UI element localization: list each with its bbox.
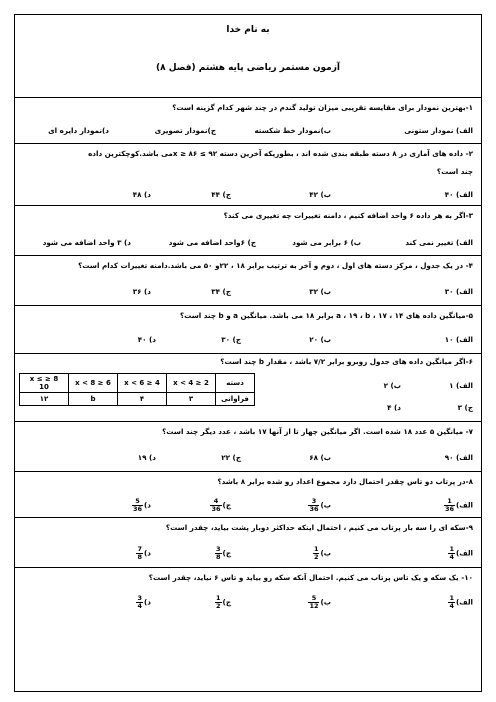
fraction: $\frac{7}{8}$ xyxy=(137,545,143,561)
q3-option-a: الف) تغییر نمی کند xyxy=(405,238,473,247)
table-cell: ۳ xyxy=(167,393,216,406)
q9-option-c: ج) $\frac{3}{8}$ xyxy=(216,545,231,561)
table-cell: 2 ≤ x < 4 xyxy=(167,374,216,393)
q10-option-b: ب) $\frac{5}{12}$ xyxy=(309,594,331,610)
q10-option-d: د) $\frac{3}{4}$ xyxy=(137,594,151,610)
divider xyxy=(15,517,481,518)
fraction: $\frac{5}{12}$ xyxy=(309,594,319,610)
q6-option-d: د) ۴ xyxy=(387,403,401,412)
table-row xyxy=(20,374,255,393)
fraction: $\frac{5}{36}$ xyxy=(132,497,143,513)
divider xyxy=(15,305,481,306)
question-2-cont: چند است؟ xyxy=(436,167,473,176)
q6-option-c: ج) ۳ xyxy=(457,403,473,412)
question-6: ۶-اگر میانگین داده های جدول روبرو برابر ۷/۲ باشد ، مقدار b چند است؟ xyxy=(220,357,473,366)
table-row xyxy=(20,393,255,406)
q1-option-a: الف) نمودار ستونی xyxy=(404,126,473,135)
q1-option-b: ب)نمودار خط شکسته xyxy=(254,126,331,135)
question-9: ۹-سکه ای را سه بار پرتاب می کنیم ، احتمال اینکه حداکثر دوبار پشت بیاید، چقدر است؟ xyxy=(165,523,473,532)
fraction: $\frac{1}{4}$ xyxy=(449,545,454,561)
q9-option-d: د) $\frac{7}{8}$ xyxy=(137,545,151,561)
question-8: ۸-در پرتاب دو تاس چقدر احتمال دارد مجموع اعداد رو شده برابر ۸ باشد؟ xyxy=(217,477,473,486)
divider xyxy=(15,143,481,144)
q3-option-d: د) ۳ واحد اضافه می شود xyxy=(42,238,131,247)
q10-option-a: الف) $\frac{1}{4}$ xyxy=(449,594,473,610)
divider xyxy=(15,471,481,472)
q8-option-c: ج) $\frac{4}{36}$ xyxy=(211,497,231,513)
fraction: $\frac{1}{2}$ xyxy=(313,545,319,561)
exam-title: آزمون مستمر ریاضی پایه هشتم (فصل ۸) xyxy=(156,63,340,73)
q4-option-c: ج) ۳۴ xyxy=(211,287,231,296)
question-2: ۲- داده های آماری در ۸ دسته طبقه بندی شده اند ، بطوریکه آخرین دسته ۹۲ ≥ x ≥ ۸۶می باشد.کوچکترین داده xyxy=(88,149,473,158)
q6-option-b: ب) ۲ xyxy=(383,381,401,390)
table-cell: ۱۲ xyxy=(20,393,69,406)
question-10: ۱۰- یک سکه و یک تاس پرتاب می کنیم. احتمال آنکه سکه رو بیاید و تاس ۶ نیاید، چقدر است؟ xyxy=(148,573,473,582)
bismillah: به نام خدا xyxy=(226,25,270,35)
divider xyxy=(15,567,481,568)
q7-option-d: د) ۱۹ xyxy=(137,453,156,462)
question-7: ۷- میانگین ۵ عدد ۱۸ شده است. اگر میانگین چهار تا از آنها ۱۷ باشد ، عدد دیگر چند است؟ xyxy=(162,427,473,436)
fraction: $\frac{3}{4}$ xyxy=(137,594,143,610)
fraction: $\frac{4}{36}$ xyxy=(211,497,221,513)
q2-option-d: د) ۴۸ xyxy=(132,190,151,199)
table-cell: ۴ xyxy=(118,393,167,406)
table-header-category: دسته xyxy=(216,374,255,393)
table-cell: 6 ≤ x < 8 xyxy=(69,374,118,393)
question-4: ۴- در یک جدول ، مرکز دسته های اول ، دوم و آخر به ترتیب برابر ۱۸ ، ۲۲و ۵۰ می باشد.دامنه تغییرات کدام است؟ xyxy=(78,261,473,270)
fraction: $\frac{1}{36}$ xyxy=(444,497,454,513)
q5-option-d: د) ۴۰ xyxy=(137,335,156,344)
q5-option-b: ب) ۲۰ xyxy=(309,335,331,344)
divider xyxy=(15,353,481,354)
q7-option-c: ج) ۲۲ xyxy=(221,453,241,462)
q2-option-a: الف) ۴۰ xyxy=(444,190,473,199)
q8-option-d: د) $\frac{5}{36}$ xyxy=(132,497,151,513)
q6-option-a: الف) ۱ xyxy=(449,381,473,390)
fraction: $\frac{3}{36}$ xyxy=(309,497,319,513)
question-5: ۵-میانگین داده های ۱۴ ، ۱۷ ، a ، ۱۹ ، b برابر ۱۸ می باشد. میانگین a و b چند است؟ xyxy=(179,311,473,320)
q2-option-b: ب) ۴۲ xyxy=(309,190,331,199)
table-cell: 8 ≤ x ≤ 10 xyxy=(20,374,69,393)
q4-option-d: د) ۳۶ xyxy=(132,287,151,296)
fraction: $\frac{3}{8}$ xyxy=(216,545,221,561)
q2-option-c: ج) ۴۴ xyxy=(211,190,231,199)
q8-option-a: الف) $\frac{1}{36}$ xyxy=(444,497,473,513)
table-cell: b xyxy=(69,393,118,406)
q1-option-c: ج)نمودار تصویری xyxy=(154,126,216,135)
q4-option-a: الف) ۳۰ xyxy=(444,287,473,296)
divider xyxy=(15,205,481,206)
frequency-table xyxy=(19,373,255,406)
q10-option-c: ج) $\frac{1}{2}$ xyxy=(216,594,231,610)
q1-option-d: د)نمودار دایره ای xyxy=(48,126,109,135)
q4-option-b: ب) ۳۲ xyxy=(309,287,331,296)
divider xyxy=(15,421,481,422)
divider xyxy=(15,255,481,256)
q7-option-b: ب) ۶۸ xyxy=(309,453,331,462)
fraction: $\frac{1}{4}$ xyxy=(449,594,454,610)
q3-option-c: ج) ۶واحد اضافه می شود xyxy=(168,238,256,247)
q8-option-b: ب) $\frac{3}{36}$ xyxy=(309,497,331,513)
q7-option-a: الف) ۹۰ xyxy=(444,453,473,462)
q5-option-a: الف) ۱۰ xyxy=(444,335,473,344)
table-cell: 4 ≤ x < 6 xyxy=(118,374,167,393)
q3-option-b: ب) ۶ برابر می شود xyxy=(292,238,361,247)
q9-option-b: ب) $\frac{1}{2}$ xyxy=(313,545,331,561)
question-3: ۳-اگر به هر داده ۶ واحد اضافه کنیم ، دامنه تغییرات چه تغییری می کند؟ xyxy=(223,211,473,220)
question-1: ۱-بهترین نمودار برای مقایسه تقریبی میزان تولید گندم در چند شهر کدام گزینه است؟ xyxy=(172,103,473,112)
table-header-frequency: فراوانی xyxy=(216,393,255,406)
q5-option-c: ج) ۳۰ xyxy=(221,335,241,344)
exam-header xyxy=(15,15,481,98)
fraction: $\frac{1}{2}$ xyxy=(216,594,221,610)
q9-option-a: الف) $\frac{1}{4}$ xyxy=(449,545,473,561)
exam-page xyxy=(14,14,482,692)
